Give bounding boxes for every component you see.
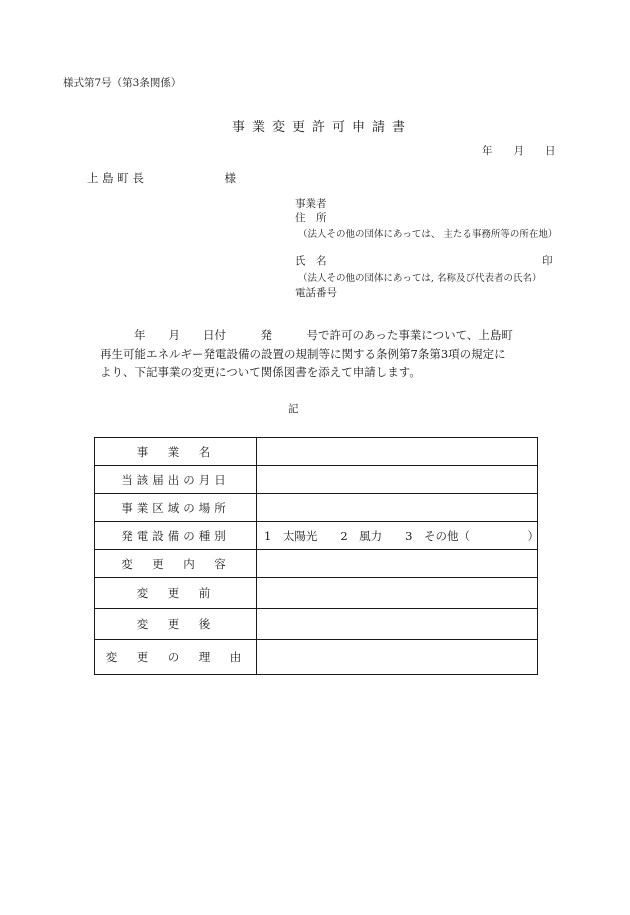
ki-label: 記 — [288, 403, 299, 415]
table-row — [95, 578, 538, 609]
row-value-project-location[interactable] — [257, 494, 538, 522]
row-label-before-change: 変 更 前 — [95, 578, 257, 609]
addressee: 上 島 町 長 様 — [87, 171, 236, 185]
table-row — [95, 550, 538, 578]
address-label: 住 所 — [295, 212, 327, 224]
row-label-generation-type: 発電設備の種別 — [95, 522, 257, 550]
row-label-project-location: 事業区域の場所 — [95, 494, 257, 522]
row-value-after-change[interactable] — [257, 609, 538, 640]
table-row — [95, 609, 538, 640]
application-table — [94, 437, 538, 675]
form-number: 様式第7号（第3条関係） — [63, 77, 182, 89]
row-value-before-change[interactable] — [257, 578, 538, 609]
table-row — [95, 640, 538, 675]
name-label: 氏 名 — [295, 255, 327, 267]
document-title: 事業変更許可申請書 — [232, 120, 413, 135]
table-row — [95, 494, 538, 522]
seal-mark: 印 — [542, 255, 553, 267]
row-label-notification-date: 当該届出の月日 — [95, 466, 257, 494]
row-label-after-change: 変 更 後 — [95, 609, 257, 640]
table-row — [95, 522, 538, 550]
name-note: （法人その他の団体にあっては, 名称及び代表者の氏名） — [298, 273, 542, 284]
row-label-business-name: 事 業 名 — [95, 438, 257, 466]
body-line-3: より、下記事業の変更について関係図書を添えて申請します。 — [100, 365, 421, 379]
phone-label: 電話番号 — [295, 287, 337, 299]
table-row — [95, 438, 538, 466]
row-value-notification-date[interactable] — [257, 466, 538, 494]
row-value-change-content[interactable] — [257, 550, 538, 578]
body-line-2: 再生可能エネルギー発電設備の設置の規制等に関する条例第7条第3項の規定に — [100, 346, 506, 361]
row-value-change-reason[interactable] — [257, 640, 538, 675]
table-row — [95, 466, 538, 494]
row-value-business-name[interactable] — [257, 438, 538, 466]
body-line-1: 年 月 日付 発 号で許可のあった事業について、上島町 — [134, 328, 513, 342]
row-label-change-content: 変 更 内 容 — [95, 550, 257, 578]
date-line: 年 月 日 — [482, 145, 556, 157]
body-paragraph — [100, 326, 540, 382]
row-label-change-reason: 変 更 の 理 由 — [95, 640, 257, 675]
address-note: （法人その他の団体にあっては、 主たる事務所等の所在地） — [298, 229, 558, 240]
business-label: 事業者 — [295, 198, 327, 210]
row-value-generation-type[interactable]: 1 太陽光 2 風力 3 その他（ ） — [257, 522, 538, 550]
